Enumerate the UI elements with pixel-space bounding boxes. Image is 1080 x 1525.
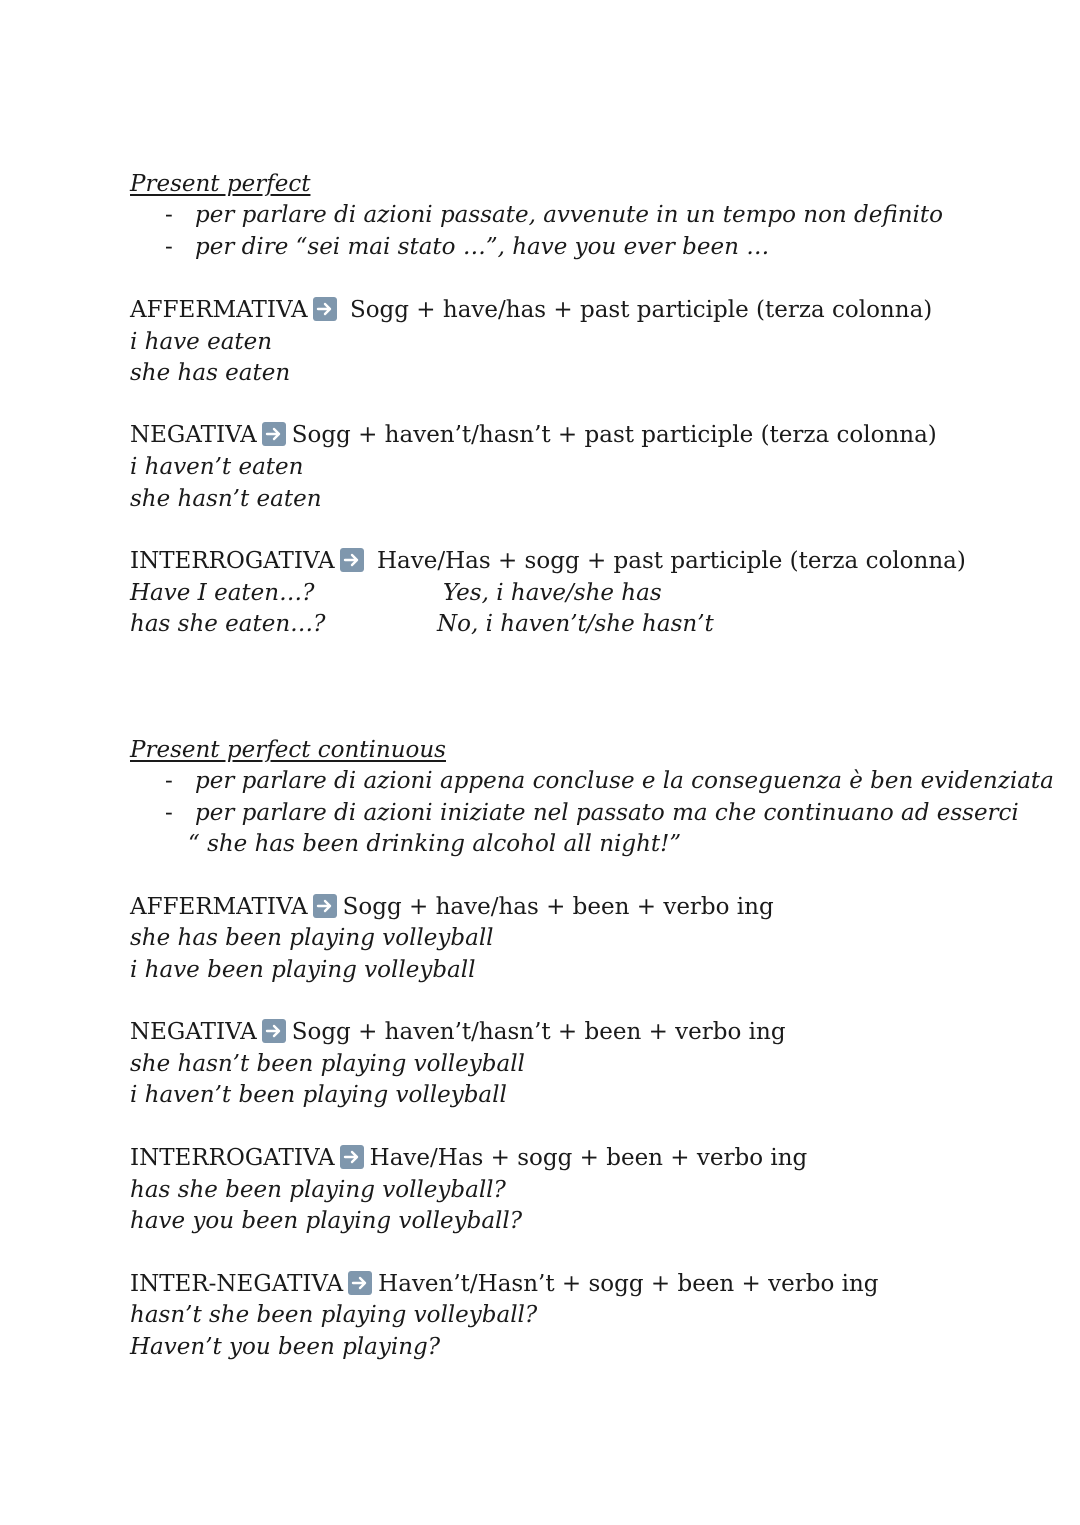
rule-label: NEGATIVA [130,422,257,448]
right-arrow-icon [262,1019,286,1043]
example-line: she hasn’t eaten [130,486,322,512]
bullet-text: per parlare di azioni appena concluse e la conseguenza è ben evidenziata [195,768,1054,794]
rule-label: NEGATIVA [130,1019,257,1045]
example-line: i haven’t eaten [130,454,304,480]
rule-formula: Have/Has + sogg + been + verbo ing [369,1145,808,1171]
example-line: she has eaten [130,360,291,386]
right-arrow-icon [313,894,337,918]
example-line: hasn’t she been playing volleyball? [130,1302,538,1328]
example-line: has she been playing volleyball? [130,1177,506,1203]
example-line: i have eaten [130,329,273,355]
rule-formula: Sogg + have/has + past participle (terza colonna) [349,297,933,323]
answer-line: No, i haven’t/she hasn’t [437,611,714,637]
rule-negativa [130,420,937,451]
example-line: Have I eaten…? [130,580,315,606]
rule-formula: Sogg + haven’t/hasn’t + past participle (terza colonna) [291,422,937,448]
rule-label: AFFERMATIVA [130,297,308,323]
example-line: has she eaten…? [130,611,326,637]
right-arrow-icon [348,1271,372,1295]
rule-affermativa [130,295,932,326]
bullet-item: - per parlare di azioni passate, avvenute in un tempo non definito [165,202,943,228]
example-line: she hasn’t been playing volleyball [130,1051,525,1077]
example-line: i haven’t been playing volleyball [130,1082,507,1108]
section-title: Present perfect continuous [130,737,446,763]
rule-label: AFFERMATIVA [130,894,308,920]
rule-affermativa [130,892,774,923]
example-line: i have been playing volleyball [130,957,476,983]
bullet-item: - per parlare di azioni appena concluse e la conseguenza è ben evidenziata [165,768,1054,794]
bullet-text: per parlare di azioni passate, avvenute in un tempo non definito [195,202,943,228]
right-arrow-icon [262,422,286,446]
bullet-text: per dire “sei mai stato …”, have you ever been … [195,234,770,260]
rule-negativa [130,1017,786,1048]
rule-label: INTERROGATIVA [130,1145,335,1171]
example-line: Haven’t you been playing? [130,1334,441,1360]
rule-formula: Have/Has + sogg + past participle (terza colonna) [376,548,966,574]
rule-formula: Sogg + have/has + been + verbo ing [342,894,774,920]
rule-label: INTERROGATIVA [130,548,335,574]
bullet-item: - per parlare di azioni iniziate nel passato ma che continuano ad esserci [165,800,1019,826]
rule-formula: Haven’t/Hasn’t + sogg + been + verbo ing [378,1271,879,1297]
example-line: she has been playing volleyball [130,925,494,951]
rule-interrogativa [130,1143,807,1174]
example-line: have you been playing volleyball? [130,1208,523,1234]
bullet-text: per parlare di azioni iniziate nel passato ma che continuano ad esserci [195,800,1019,826]
right-arrow-icon [313,297,337,321]
bullet-item: - per dire “sei mai stato …”, have you ever been … [165,234,770,260]
right-arrow-icon [340,548,364,572]
answer-line: Yes, i have/she has [443,580,662,606]
rule-interrogativa [130,546,966,577]
quote-example: “ she has been drinking alcohol all night!” [188,831,682,857]
rule-label: INTER-NEGATIVA [130,1271,344,1297]
rule-internegativa [130,1269,879,1300]
section-title: Present perfect [130,171,311,197]
rule-formula: Sogg + haven’t/hasn’t + been + verbo ing [291,1019,786,1045]
right-arrow-icon [340,1145,364,1169]
